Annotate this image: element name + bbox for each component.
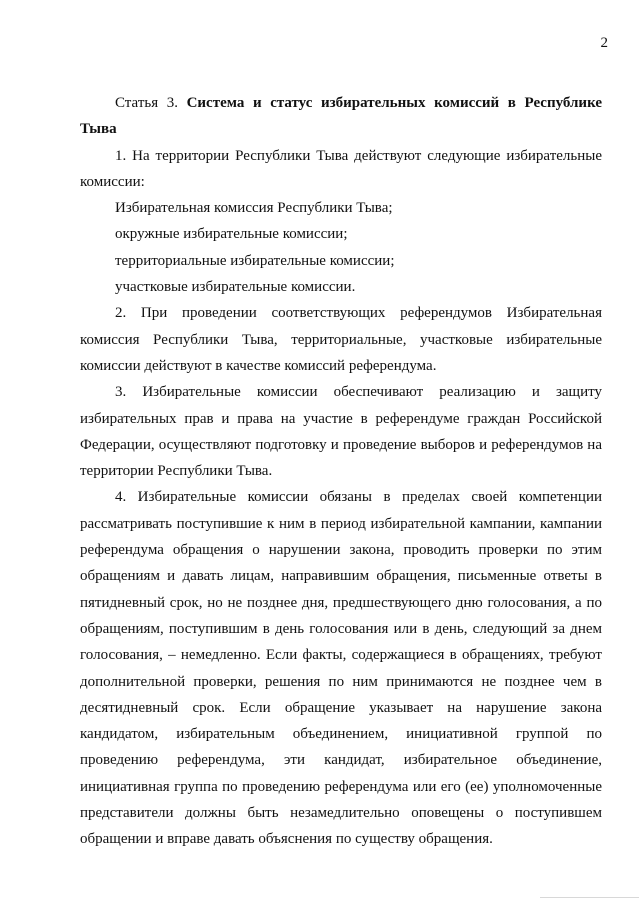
paragraph-1: 1. На территории Республики Тыва действуют следующие избирательные комиссии: <box>80 147 602 190</box>
paragraph-2: 2. При проведении соответствующих референдумов Избирательная комиссия Республики Тыва, территориальные, участковые избирательные комиссии действуют в качестве комиссий референдума. <box>80 305 602 374</box>
list-item: территориальные избирательные комиссии; <box>115 252 395 269</box>
article-heading <box>80 90 602 143</box>
scan-edge-line <box>540 897 639 898</box>
paragraph-4: 4. Избирательные комиссии обязаны в пределах своей компетенции рассматривать поступившие к ним в период избирательной кампании, кампании референдума обращения о нарушении закона, проводить проверки по этим обращениям и давать лицам, направившим обращения, письменные ответы в пятидневный срок, но не позднее дня, предшествующего дню голосования, а по обращениям, поступившим в день голосования или в день, следующий за днем голосования, – немедленно. Если факты, содержащиеся в обращениях, требуют дополнительной проверки, решения по ним принимаются не позднее чем в десятидневный срок. Если обращение указывает на нарушение закона кандидатом, избирательным объединением, инициативной группой по проведению референдума, эти кандидат, избирательное объединение, инициативная группа по проведению референдума или его (ее) уполномоченные представители должны быть незамедлительно оповещены о поступившем обращении и вправе давать объяснения по существу обращения. <box>80 489 602 848</box>
article-label: Статья 3. <box>115 95 178 111</box>
page-number: 2 <box>600 35 608 51</box>
list-item: участковые избирательные комиссии. <box>115 279 356 296</box>
paragraph-3: 3. Избирательные комиссии обеспечивают реализацию и защиту избирательных прав и права на участие в референдуме граждан Российской Федерации, осуществляют подготовку и проведение выборов и референдумов на территории Республики Тыва. <box>80 384 602 480</box>
article-title: Система и статус избирательных комиссий в Республике Тыва <box>80 95 603 138</box>
document-body <box>80 90 602 853</box>
list-item: окружные избирательные комиссии; <box>115 226 348 243</box>
list-item: Избирательная комиссия Республики Тыва; <box>115 200 393 217</box>
